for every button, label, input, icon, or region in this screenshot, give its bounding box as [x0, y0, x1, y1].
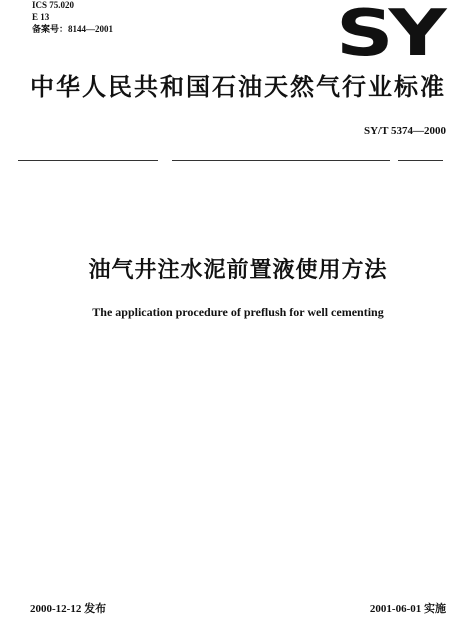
document-title-english: The application procedure of preflush for well cementing	[92, 305, 384, 319]
standard-number: SY/T 5374—2000	[363, 125, 446, 137]
issue-date: 2000-12-12 发布	[30, 603, 107, 615]
organization-title: 中华人民共和国石油天然气行业标准	[30, 73, 446, 101]
filing-number: 备案号：8144—2001	[32, 24, 114, 34]
implementation-date: 2001-06-01 实施	[369, 603, 446, 615]
divider-line	[398, 160, 443, 161]
sy-logo: SY	[336, 0, 442, 71]
classification-code: E 13	[32, 12, 50, 22]
document-title-chinese: 油气井注水泥前置液使用方法	[88, 258, 388, 283]
ics-code: ICS 75.020	[32, 0, 75, 10]
divider-line	[18, 160, 158, 161]
divider-line	[172, 160, 390, 161]
